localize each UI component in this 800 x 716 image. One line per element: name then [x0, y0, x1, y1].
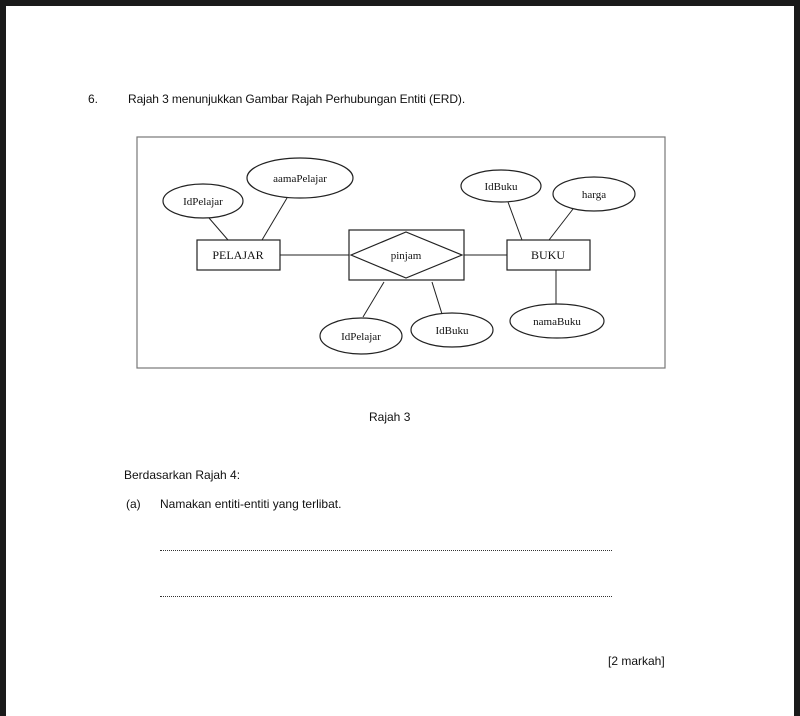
- entity-pelajar-label: PELAJAR: [212, 248, 264, 262]
- figure-caption: Rajah 3: [369, 410, 411, 424]
- based-on-text: Berdasarkan Rajah 4:: [124, 468, 241, 482]
- answer-line[interactable]: [160, 596, 612, 597]
- question-number: 6.: [88, 92, 99, 106]
- attribute-rel-idpelajar: IdPelajar: [341, 331, 381, 343]
- subquestion-label: (a): [126, 497, 141, 511]
- attribute-harga: harga: [581, 189, 607, 201]
- entity-buku-label: BUKU: [530, 248, 566, 262]
- question-text: Rajah 3 menunjukkan Gambar Rajah Perhubungan Entiti (ERD).: [128, 92, 466, 106]
- attribute-namapelajar: aamaPelajar: [273, 173, 327, 185]
- attribute-idbuku: IdBuku: [484, 181, 518, 193]
- attribute-idpelajar: IdPelajar: [183, 196, 223, 208]
- attribute-namabuku: namaBuku: [533, 316, 581, 328]
- subquestion-text: Namakan entiti-entiti yang terlibat.: [160, 497, 342, 511]
- answer-line[interactable]: [160, 550, 612, 551]
- marks-label: [2 markah]: [608, 654, 665, 668]
- relationship-label: pinjam: [390, 250, 422, 262]
- attribute-rel-idbuku: IdBuku: [435, 325, 469, 337]
